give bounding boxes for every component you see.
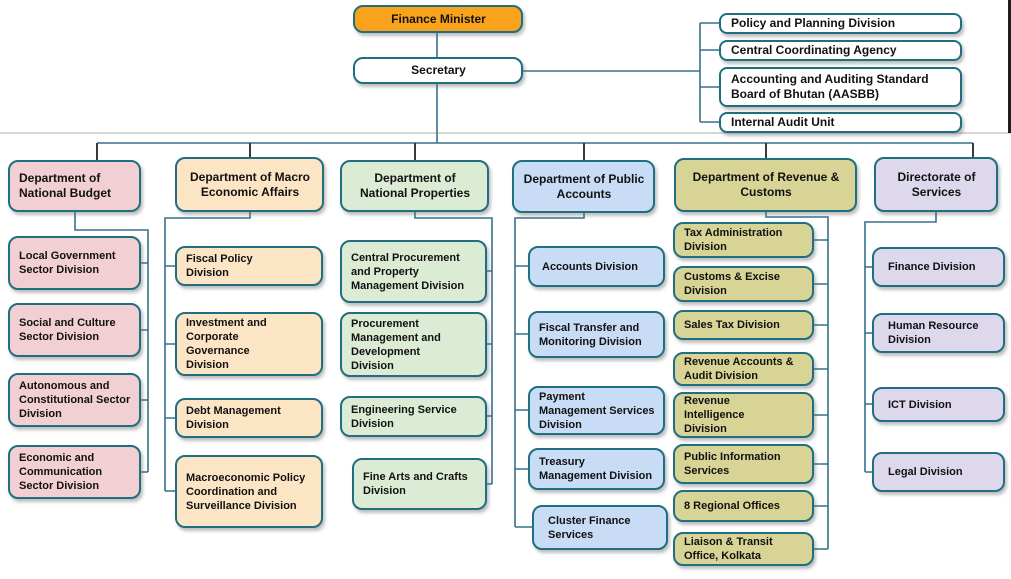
division-customs-excise: Customs & Excise Division (673, 266, 814, 302)
division-liaison-transit-office: Liaison & Transit Office, Kolkata (673, 532, 814, 566)
division-regional-offices: 8 Regional Offices (673, 490, 814, 522)
division-procurement-management-development: Procurement Management and Development Division (340, 312, 487, 377)
division-payment-management-services: Payment Management Services Division (528, 386, 665, 435)
dept-national-budget: Department of National Budget (8, 160, 141, 212)
division-local-government-sector: Local Government Sector Division (8, 236, 141, 290)
division-fine-arts-crafts: Fine Arts and Crafts Division (352, 458, 487, 510)
division-autonomous-constitutional-sector: Autonomous and Constitutional Sector Division (8, 373, 141, 427)
division-central-procurement-property: Central Procurement and Property Management Division (340, 240, 487, 303)
division-sales-tax: Sales Tax Division (673, 310, 814, 340)
dept-macro-economic-affairs: Department of Macro Economic Affairs (175, 157, 324, 212)
division-accounts: Accounts Division (528, 246, 665, 287)
staff-unit-policy-planning: Policy and Planning Division (719, 13, 962, 34)
division-public-information-services: Public Information Services (673, 444, 814, 484)
division-ict: ICT Division (872, 387, 1005, 422)
dept-national-properties: Department of National Properties (340, 160, 489, 212)
division-legal: Legal Division (872, 452, 1005, 492)
division-fiscal-transfer-monitoring: Fiscal Transfer and Monitoring Division (528, 311, 665, 358)
dept-directorate-services: Directorate of Services (874, 157, 998, 212)
division-human-resource: Human Resource Division (872, 313, 1005, 353)
division-economic-communication-sector: Economic and Communication Sector Division (8, 445, 141, 499)
division-debt-management: Debt Management Division (175, 398, 323, 438)
division-tax-administration: Tax Administration Division (673, 222, 814, 258)
staff-unit-central-coordinating: Central Coordinating Agency (719, 40, 962, 61)
dept-revenue-customs: Department of Revenue & Customs (674, 158, 857, 212)
dept-public-accounts: Department of Public Accounts (512, 160, 655, 213)
division-engineering-service: Engineering Service Division (340, 396, 487, 437)
division-cluster-finance-services: Cluster Finance Services (532, 505, 668, 550)
division-finance: Finance Division (872, 247, 1005, 287)
division-social-culture-sector: Social and Culture Sector Division (8, 303, 141, 357)
division-macroeconomic-policy-coordination: Macroeconomic Policy Coordination and Surveillance Division (175, 455, 323, 528)
division-revenue-accounts-audit: Revenue Accounts & Audit Division (673, 352, 814, 386)
division-fiscal-policy: Fiscal Policy Division (175, 246, 323, 286)
division-investment-corporate-governance: Investment and Corporate Governance Division (175, 312, 323, 376)
org-box-secretary: Secretary (353, 57, 523, 84)
staff-unit-aasbb: Accounting and Auditing Standard Board of Bhutan (AASBB) (719, 67, 962, 107)
division-treasury-management: Treasury Management Division (528, 448, 665, 490)
org-box-finance-minister: Finance Minister (353, 5, 523, 33)
division-revenue-intelligence: Revenue Intelligence Division (673, 392, 814, 438)
staff-unit-internal-audit: Internal Audit Unit (719, 112, 962, 133)
